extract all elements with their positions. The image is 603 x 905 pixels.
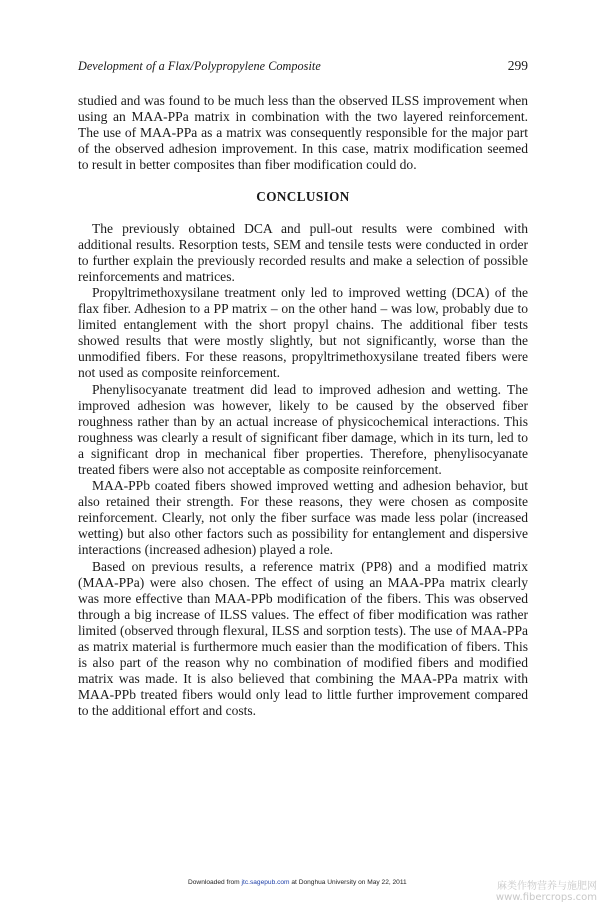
page-number: 299 bbox=[507, 58, 528, 73]
footer-suffix: at Donghua University on May 22, 2011 bbox=[289, 879, 407, 886]
watermark-line-1: 麻类作物营养与施肥网 bbox=[497, 881, 597, 892]
conclusion-paragraph: Based on previous results, a reference matrix (PP8) and a modified matrix (MAA-PPa) were also chosen. The effect of using an MAA-PPa matrix clearly was more effective than MAA-PPb modification of the fibers. This was observed through a big increase of ILSS values. The effect of fiber modification was rather limited (observed through flexural, ILSS and sorption tests). The use of MAA-PPa as matrix material is furthermore much easier than the modification of fibers. This is also part of the reason why no combination of modified fibers and modified matrix was made. It is also believed that combining the MAA-PPa matrix with MAA-PPb treated fibers would only lead to little further improvement compared to the additional effort and costs. bbox=[78, 558, 528, 719]
watermark-line-2: www.fibercrops.com bbox=[495, 892, 597, 903]
conclusion-paragraph: Phenylisocyanate treatment did lead to improved adhesion and wetting. The improved adhesion was however, likely to be caused by the observed fiber roughness rather than by an actual increase of physicochemical interactions. This roughness was clearly a result of significant fiber damage, which in its turn, led to a significant drop in mechanical fiber properties. Therefore, phenylisocyanate treated fibers were also not acceptable as composite reinforcement. bbox=[78, 381, 528, 477]
running-header bbox=[78, 59, 528, 77]
running-title: Development of a Flax/Polypropylene Composite bbox=[78, 59, 321, 73]
footer-prefix: Downloaded from bbox=[188, 879, 242, 886]
intro-paragraph: studied and was found to be much less than the observed ILSS improvement when using an MAA-PPa matrix in combination with the two layered reinforcement. The use of MAA-PPa as a matrix was consequently responsible for the major part of the observed adhesion improvement. In this case, matrix modification seemed to result in better composites than fiber modification could do. bbox=[78, 93, 528, 173]
site-watermark bbox=[496, 881, 597, 903]
conclusion-paragraph: The previously obtained DCA and pull-out results were combined with additional results. Resorption tests, SEM and tensile tests were conducted in order to further explain the previously recorded results and make a selection of possible reinforcements and matrices. bbox=[78, 220, 528, 284]
source-link[interactable]: jtc.sagepub.com bbox=[241, 879, 290, 886]
section-heading-conclusion: CONCLUSION bbox=[256, 189, 350, 205]
article-body bbox=[78, 93, 528, 719]
download-footer bbox=[188, 879, 407, 886]
conclusion-paragraph: MAA-PPb coated fibers showed improved wetting and adhesion behavior, but also retained their strength. For these reasons, they were chosen as composite reinforcement. Clearly, not only the fiber surface was made less polar (increased wetting) but also other factors such as possibility for entanglement and dispersive interactions (increased adhesion) played a role. bbox=[78, 478, 528, 558]
conclusion-paragraph: Propyltrimethoxysilane treatment only led to improved wetting (DCA) of the flax fiber. Adhesion to a PP matrix – on the other hand – was low, probably due to limited entanglement with the short propyl chains. The additional fiber tests showed results that were mostly slightly, but not significantly, worse than the unmodified fibers. For these reasons, propyltrimethoxysilane treated fibers were not used as composite reinforcement. bbox=[78, 284, 528, 381]
